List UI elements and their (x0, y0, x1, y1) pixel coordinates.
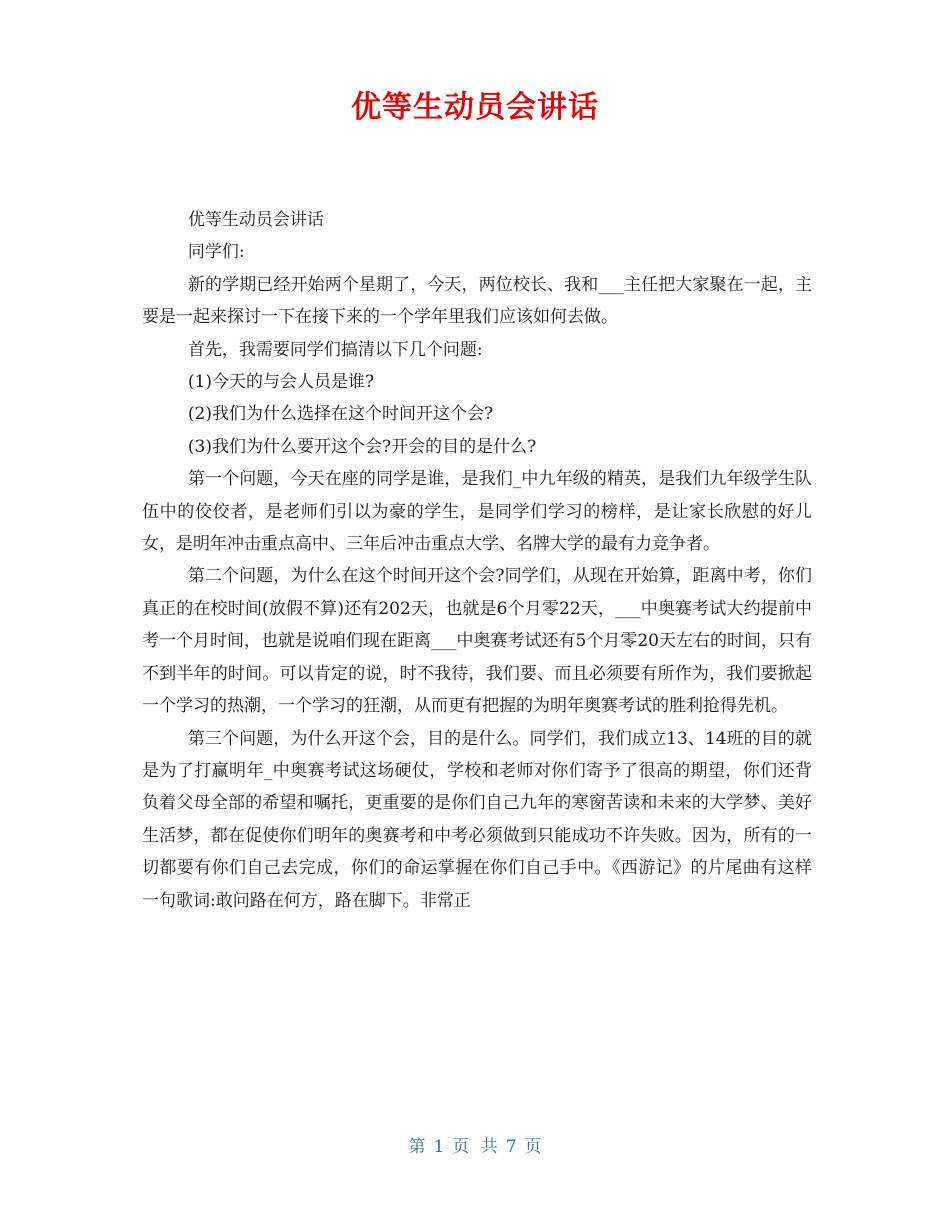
page-footer (0, 1134, 950, 1160)
footer-mid: 页 共 (452, 1137, 498, 1157)
paragraph: 第三个问题，为什么开这个会，目的是什么。同学们，我们成立13、14班的目的就是为了打赢明年_中奥赛考试这场硬仗，学校和老师对你们寄予了很高的期望，你们还背负着父母全部的希望和嘱托，更重要的是你们自己九年的寒窗苦读和未来的大学梦、美好生活梦，都在促使你们明年的奥赛考和中考必须做到只能成功不许失败。因为，所有的一切都要有你们自己去完成，你们的命运掌握在你们自己手中。《西游记》的片尾曲有这样一句歌词:敢问路在何方，路在脚下。非常正 (142, 728, 812, 911)
paragraph: 第一个问题，今天在座的同学是谁，是我们_中九年级的精英，是我们九年级学生队伍中的佼佼者，是老师们引以为豪的学生，是同学们学习的榜样，是让家长欣慰的好儿女，是明年冲击重点高中、三年后冲击重点大学、名牌大学的最有力竞争者。 (142, 469, 812, 555)
paragraph-salutation: 同学们: (187, 242, 245, 263)
paragraph-heading: 优等生动员会讲话 (187, 210, 324, 230)
footer-prefix: 第 (408, 1137, 426, 1157)
document-title: 优等生动员会讲话 (351, 90, 599, 125)
footer-total-pages: 7 (505, 1137, 517, 1157)
question-item: (2)我们为什么选择在这个时间开这个会? (187, 404, 494, 425)
paragraph: 第二个问题，为什么在这个时间开这个会?同学们，从现在开始算，距离中考，你们真正的在校时间(放假不算)还有202天，也就是6个月零22天，___中奥赛考试大约提前中考一个月时间，也就是说咱们现在距离___中奥赛考试还有5个月零20天左右的时间，只有不到半年的时间。可以肯定的说，时不我待，我们要、而且必须要有所作为，我们要掀起一个学习的热潮，一个学习的狂潮，从而更有把握的为明年奥赛考试的胜利抢得先机。 (142, 566, 812, 717)
paragraph: 新的学期已经开始两个星期了，今天，两位校长、我和___主任把大家聚在一起，主要是一起来探讨一下在接下来的一个学年里我们应该如何去做。 (142, 274, 812, 328)
document-body (142, 204, 812, 917)
question-item: (3)我们为什么要开这个会?开会的目的是什么? (187, 436, 537, 457)
footer-page-number: 1 (433, 1137, 445, 1157)
footer-suffix: 页 (524, 1137, 542, 1157)
paragraph: 首先，我需要同学们搞清以下几个问题: (187, 339, 483, 360)
question-item: (1)今天的与会人员是谁? (187, 372, 375, 393)
